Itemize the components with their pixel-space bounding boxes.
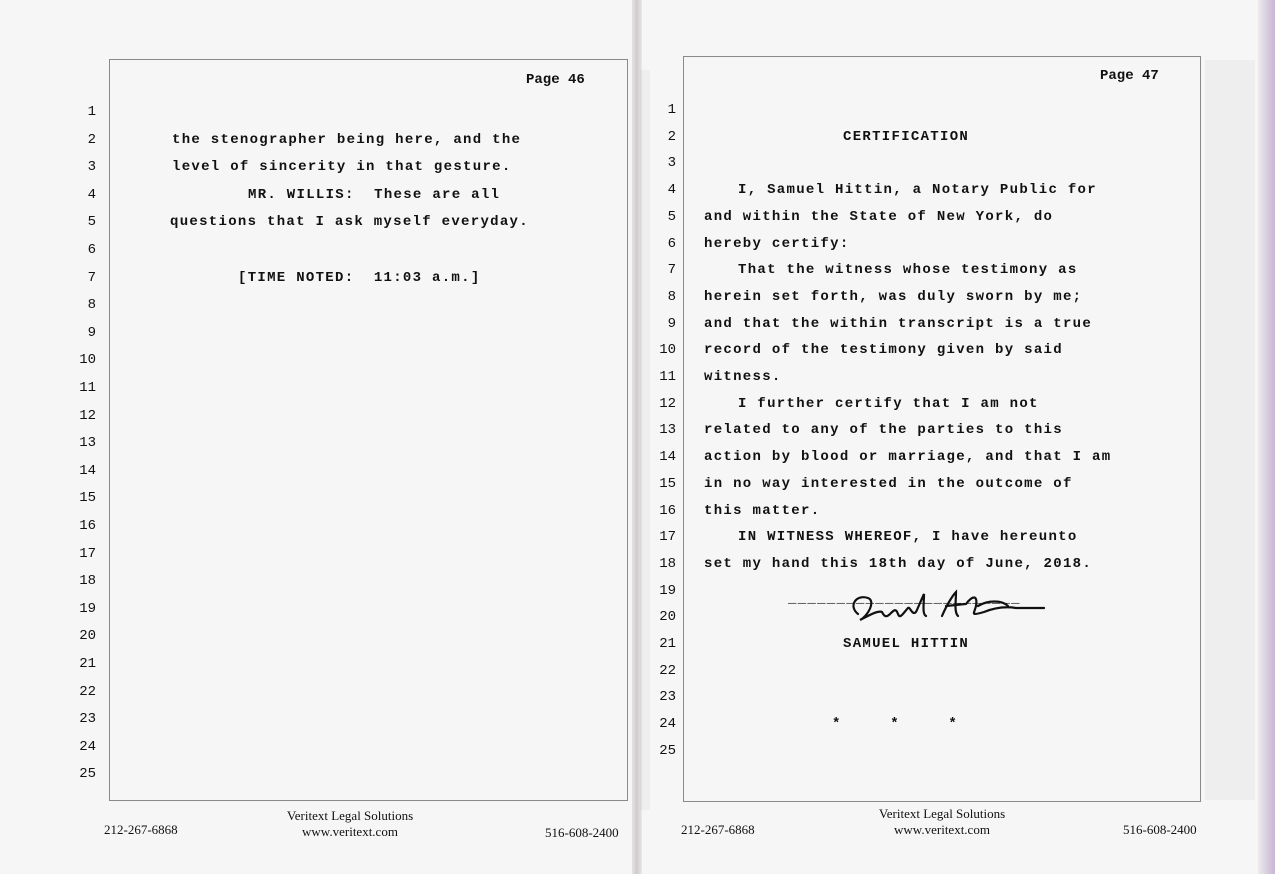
line-number: 2 bbox=[667, 128, 676, 145]
transcript-line: herein set forth, was duly sworn by me; bbox=[704, 288, 1083, 305]
line-number: 10 bbox=[79, 352, 96, 369]
transcript-line: I, Samuel Hittin, a Notary Public for bbox=[738, 182, 1097, 199]
line-number: 6 bbox=[667, 235, 676, 252]
line-number: 12 bbox=[659, 395, 676, 412]
line-number: 15 bbox=[79, 490, 96, 507]
line-number: 18 bbox=[659, 555, 676, 572]
line-number: 20 bbox=[79, 628, 96, 645]
line-number: 13 bbox=[659, 422, 676, 439]
line-number: 2 bbox=[87, 131, 96, 148]
line-number: 3 bbox=[667, 155, 676, 172]
line-number: 7 bbox=[667, 262, 676, 279]
transcript-line: hereby certify: bbox=[704, 235, 850, 252]
line-number: 9 bbox=[667, 315, 676, 332]
line-number: 17 bbox=[79, 545, 96, 562]
line-number: 20 bbox=[659, 609, 676, 626]
transcript-line: action by blood or marriage, and that I am bbox=[704, 449, 1112, 466]
transcript-line: I further certify that I am not bbox=[738, 395, 1039, 412]
line-number: 8 bbox=[667, 288, 676, 305]
left-page-number: Page 46 bbox=[526, 72, 585, 88]
transcript-line: IN WITNESS WHEREOF, I have hereunto bbox=[738, 529, 1078, 546]
line-number: 6 bbox=[87, 242, 96, 258]
transcript-line: ________________________ bbox=[788, 591, 1021, 608]
left-footer-website: www.veritext.com bbox=[302, 824, 398, 839]
transcript-line: set my hand this 18th day of June, 2018. bbox=[704, 555, 1093, 572]
line-number: 23 bbox=[79, 711, 96, 728]
right-footer-company: Veritext Legal Solutions bbox=[878, 806, 1006, 821]
line-number: 16 bbox=[79, 518, 96, 534]
transcript-line: [TIME NOTED: 11:03 a.m.] bbox=[238, 269, 481, 286]
line-number: 4 bbox=[87, 186, 96, 203]
left-footer-phone-left: 212-267-6868 bbox=[104, 822, 178, 837]
line-number: 19 bbox=[79, 600, 96, 617]
line-number: 7 bbox=[87, 269, 96, 286]
transcript-line: and that the within transcript is a true bbox=[704, 315, 1093, 332]
line-number: 24 bbox=[659, 716, 676, 733]
line-number: 25 bbox=[79, 766, 96, 783]
transcript-line: CERTIFICATION bbox=[843, 128, 970, 145]
line-number: 11 bbox=[79, 380, 96, 396]
line-number: 24 bbox=[79, 738, 96, 755]
line-number: 11 bbox=[659, 369, 676, 385]
line-number: 3 bbox=[87, 159, 96, 176]
transcript-line: this matter. bbox=[704, 502, 821, 519]
line-number: 10 bbox=[659, 342, 676, 359]
transcript-line: and within the State of New York, do bbox=[704, 208, 1054, 225]
line-number: 15 bbox=[659, 475, 676, 492]
right-footer-phone-right: 516-608-2400 bbox=[1123, 822, 1197, 837]
line-number: 1 bbox=[667, 102, 676, 118]
line-number: 21 bbox=[79, 656, 96, 672]
line-number: 18 bbox=[79, 573, 96, 590]
transcript-line: That the witness whose testimony as bbox=[738, 262, 1078, 279]
transcript-line: witness. bbox=[704, 369, 782, 385]
line-number: 4 bbox=[667, 182, 676, 199]
line-number: 5 bbox=[87, 214, 96, 231]
transcript-line: record of the testimony given by said bbox=[704, 342, 1063, 359]
signature-image bbox=[838, 586, 1118, 630]
line-number: 23 bbox=[659, 689, 676, 706]
right-footer-phone-left: 212-267-6868 bbox=[681, 822, 755, 837]
show-through-shade bbox=[640, 70, 650, 810]
transcript-line: the stenographer being here, and the bbox=[172, 131, 522, 148]
line-number: 14 bbox=[79, 462, 96, 479]
page-edges bbox=[1258, 0, 1275, 874]
line-number: 8 bbox=[87, 297, 96, 314]
line-number: 22 bbox=[79, 683, 96, 700]
show-through-shade bbox=[1205, 60, 1255, 800]
line-number: 5 bbox=[667, 208, 676, 225]
line-number: 21 bbox=[659, 636, 676, 652]
line-number: 22 bbox=[659, 662, 676, 679]
line-number: 9 bbox=[87, 324, 96, 341]
transcript-line: * * * bbox=[832, 716, 959, 733]
transcript-line: MR. WILLIS: These are all bbox=[248, 186, 501, 203]
line-number: 14 bbox=[659, 449, 676, 466]
left-footer-phone-right: 516-608-2400 bbox=[545, 825, 619, 840]
line-number: 13 bbox=[79, 435, 96, 452]
line-number: 12 bbox=[79, 407, 96, 424]
line-number: 1 bbox=[87, 104, 96, 120]
transcript-line: SAMUEL HITTIN bbox=[843, 636, 970, 652]
left-footer-company: Veritext Legal Solutions bbox=[286, 808, 414, 823]
line-number: 19 bbox=[659, 582, 676, 599]
line-number: 25 bbox=[659, 742, 676, 759]
right-page-number: Page 47 bbox=[1100, 68, 1159, 84]
transcript-line: level of sincerity in that gesture. bbox=[172, 159, 512, 176]
line-number: 16 bbox=[659, 502, 676, 519]
transcript-line: related to any of the parties to this bbox=[704, 422, 1063, 439]
transcript-line: in no way interested in the outcome of bbox=[704, 475, 1073, 492]
line-number: 17 bbox=[659, 529, 676, 546]
transcript-line: questions that I ask myself everyday. bbox=[170, 214, 529, 231]
right-footer-website: www.veritext.com bbox=[894, 822, 990, 837]
